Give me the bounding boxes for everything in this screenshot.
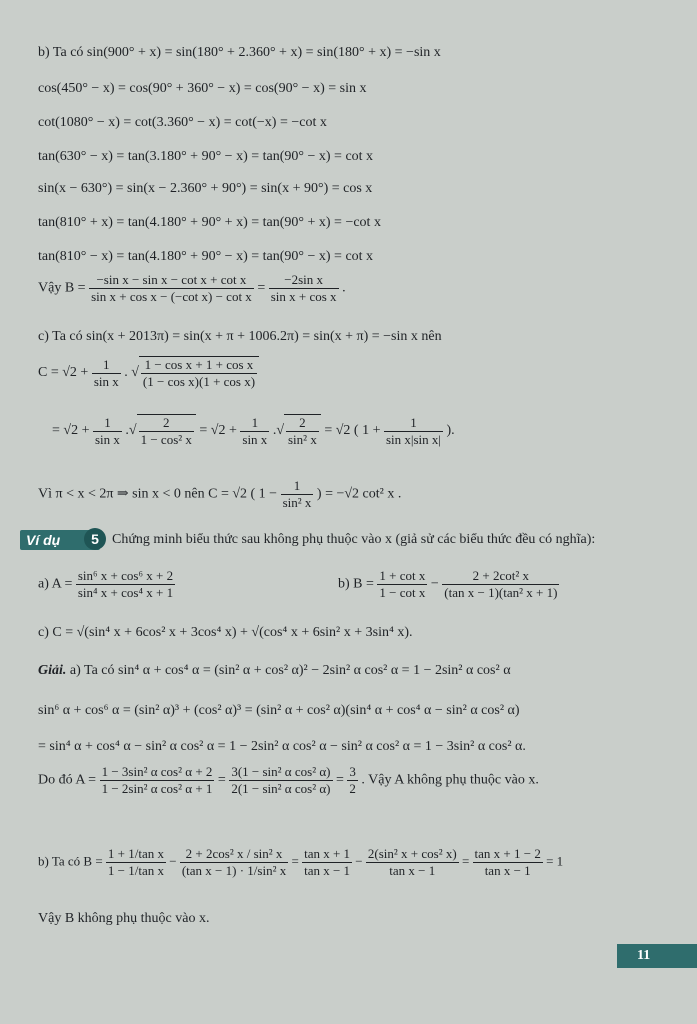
denominator: 1 − 1/tan x [107,863,164,878]
formula-line [38,272,346,305]
formula-text: − [355,853,363,869]
text-line: = sin⁴ α + cos⁴ α − sin² α cos² α = 1 − 2sin² α cos² α − sin² α cos² α = 1 − 3sin² α cos² α. [38,739,526,754]
denominator: sin x [242,431,268,447]
denominator: 2(1 − sin² α cos² α) [231,781,331,796]
fraction [229,764,332,797]
numerator: 1 − cos x + 1 + cos x [141,357,257,374]
denominator: 2 [349,781,356,796]
numerator: −2sin x [269,272,339,289]
denominator: tan x − 1 [389,863,436,878]
denominator: 1 − 2sin² α cos² α + 1 [101,781,213,796]
fraction [384,415,443,448]
denominator: sin² x [288,432,317,447]
numerator: 1 [281,478,314,495]
formula-text: ) = −√2 cot² x . [316,486,402,502]
numerator: tan x + 1 − 2 [474,846,541,861]
numerator: 1 [93,415,122,432]
numerator: 3(1 − sin² α cos² α) [231,764,331,779]
formula-line [38,764,539,797]
denominator: sin x [94,431,120,447]
fraction [92,357,121,390]
sqrt-fraction [139,356,259,390]
denominator: (1 − cos x)(1 + cos x) [142,374,256,389]
fraction [302,846,352,879]
example-badge [20,530,100,550]
formula-text: = √2 ( 1 + [324,423,381,439]
numerator: 2 + 2cos² x / sin² x [180,846,288,863]
text-line: sin(x − 630°) = sin(x − 2.360° + 90°) = sin(x + 90°) = cos x [38,181,373,196]
fraction [180,846,288,879]
text-line: tan(810° + x) = tan(4.180° + 90° + x) = tan(90° + x) = −cot x [38,215,381,230]
text-line: b) Ta có sin(900° + x) = sin(180° + 2.360° + x) = sin(180° + x) = −sin x [38,45,441,60]
formula-text: Do đó A = [38,772,97,788]
solution-label: Giải. [38,663,67,678]
formula-line [38,846,563,879]
page-number: 11 [617,944,697,968]
numerator: tan x + 1 [304,846,351,861]
formula-text: b) B = [338,576,374,592]
text-line: tan(630° − x) = tan(3.180° + 90° − x) = tan(90° − x) = cot x [38,149,374,164]
text-line: tan(810° − x) = tan(4.180° + 90° − x) = tan(90° − x) = cot x [38,249,374,264]
formula-text: = √2 + [199,423,237,439]
fraction [106,846,166,879]
fraction [366,846,459,879]
formula-line: = √2 + $\frac{1}{\text{sin x}}$ .√ $\frac{2}{\text{1 − cos² x}}$ = √2 + $\frac{1}{\text{sin x}}$ .√ $\frac{2}{\text{sin² x}}$ = √2 ( 1 + $\frac{1}{\text{sin x|sin x|}}$ ). [52,414,455,447]
denominator: tan x − 1 [484,863,531,878]
formula-line [38,478,401,511]
denominator: 1 − cot x [379,585,426,600]
numerator: sin⁶ x + cos⁶ x + 2 [77,568,174,583]
formula-line [38,568,175,601]
formula-line [38,662,511,680]
formula-text: Vậy B = [38,280,86,296]
numerator: 1 + 1/tan x [107,846,164,861]
numerator: −sin x − sin x − cot x + cot x [89,272,254,289]
formula-text: − [430,576,439,592]
formula-text: = [461,853,470,869]
fraction [377,568,427,601]
fraction [93,415,122,448]
denominator: sin x + cos x [270,289,337,304]
denominator: sin x [93,373,119,389]
formula-text: a) Ta có sin⁴ α + cos⁴ α = (sin² α + cos² α)² − 2sin² α cos² α = 1 − 2sin² α cos² α [69,663,511,678]
denominator: 1 − cos² x [140,432,192,447]
formula-text: − [169,853,177,869]
formula-text: = [217,772,226,788]
sqrt-fraction [137,414,196,448]
numerator: 1 [240,415,269,432]
denominator: tan x − 1 [304,863,351,878]
denominator: sin x|sin x| [385,431,442,447]
formula-text: . Vậy A không phụ thuộc vào x. [361,772,539,788]
numerator: 2(sin² x + cos² x) [367,846,457,861]
numerator: 3 [349,764,356,779]
formula-text: . [342,280,346,296]
formula-text: = [291,853,299,869]
formula-text: a) A = [38,576,73,592]
formula-text: b) Ta có B = [38,853,103,869]
fraction [281,478,314,511]
numerator: 1 [92,357,121,374]
denominator: (tan x − 1) · 1/sin² x [181,863,287,878]
numerator: 1 [384,415,443,432]
text-line: cot(1080° − x) = cot(3.360° − x) = cot(−x) = −cot x [38,115,327,130]
fraction [100,764,215,797]
text-line: cos(450° − x) = cos(90° + 360° − x) = cos(90° − x) = sin x [38,81,367,96]
denominator: sin² x [282,495,312,510]
formula-text: Vì π < x < 2π ⇒ sin x < 0 nên C = √2 ( 1 − [38,486,278,502]
fraction [89,272,254,305]
sqrt-fraction [284,414,321,448]
formula-text: = [257,280,266,296]
text-line: sin⁶ α + cos⁶ α = (sin² α)³ + (cos² α)³ = (sin² α + cos² α)(sin⁴ α + cos⁴ α − sin² α cos² α) [38,703,520,718]
fraction [76,568,175,601]
formula-text: = [336,772,344,788]
example-label: Ví dụ [26,532,61,548]
formula-text: . [124,365,128,381]
formula-text: = 1 [546,853,564,869]
numerator: 1 − 3sin² α cos² α + 2 [101,764,213,779]
fraction [269,272,339,305]
fraction [240,415,269,448]
denominator: (tan x − 1)(tan² x + 1) [444,585,558,600]
text-line: c) C = √(sin⁴ x + 6cos² x + 3cos⁴ x) + √(cos⁴ x + 6sin² x + 3sin⁴ x). [38,625,413,640]
text-line: Vậy B không phụ thuộc vào x. [38,911,210,926]
formula-text: C = √2 + [38,365,89,381]
numerator: 2 [286,415,319,432]
fraction [442,568,559,601]
formula-line: C = √2 + $\frac{1}{\text{sin x}}$ . √ $\frac{\text{1 − cos x + 1 + cos x}}{\text{(1 − cos x)(1 + cos x)}}$ [38,356,259,390]
text-line: c) Ta có sin(x + 2013π) = sin(x + π + 1006.2π) = sin(x + π) = −sin x nên [38,329,442,344]
text-line: Chứng minh biểu thức sau không phụ thuộc vào x (giả sử các biểu thức đều có nghĩa): [112,532,596,547]
denominator: sin⁴ x + cos⁴ x + 1 [77,585,174,600]
example-number: 5 [84,528,106,550]
formula-line [338,568,559,601]
fraction [473,846,543,879]
numerator: 2 [139,415,194,432]
numerator: 2 + 2cot² x [442,568,559,585]
denominator: sin x + cos x − (−cot x) − cot x [91,289,252,304]
formula-text: ). [446,423,455,439]
formula-text: = √2 + [52,423,90,439]
numerator: 1 + cot x [379,568,426,583]
fraction [347,764,358,797]
